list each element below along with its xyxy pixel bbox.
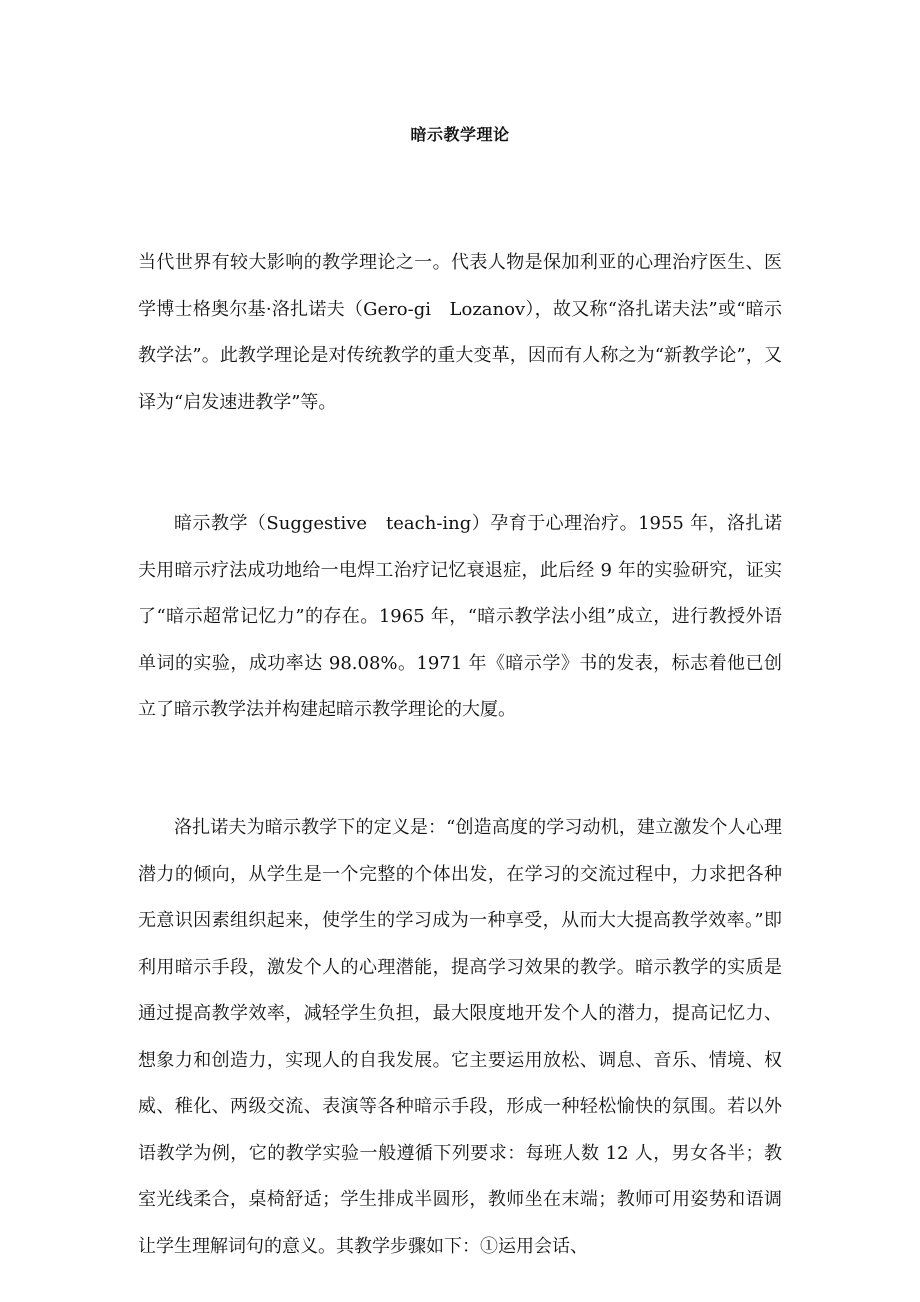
paragraph-history: 暗示教学（Suggestive teach-ing）孕育于心理治疗。1955 年，洛扎诺夫用暗示疗法成功地给一电焊工治疗记忆衰退症，此后经 9 年的实验研究，证实了“暗示超常记忆力”的存在。1965 年，“暗示教学法小组”成立，进行教授外语单词的实验，成功率达 98.08%。1971 年《暗示学》书的发表，标志着他已创立了暗示教学法并构建起暗示教学理论的大厦。 [138, 513, 782, 720]
paragraph-method: 洛扎诺夫为暗示教学下的定义是：“创造高度的学习动机，建立激发个人心理潜力的倾向，从学生是一个完整的个体出发，在学习的交流过程中，力求把各种无意识因素组织起来，使学生的学习成为一种享受，从而大大提高教学效率。”即利用暗示手段，激发个人的心理潜能，提高学习效果的教学。暗示教学的实质是通过提高教学效率，减轻学生负担，最大限度地开发个人的潜力，提高记忆力、想象力和创造力，实现人的自我发展。它主要运用放松、调息、音乐、情境、权威、稚化、两级交流、表演等各种暗示手段，形成一种轻松愉快的氛围。若以外语教学为例，它的教学实验一般遵循下列要求：每班人数 12 人，男女各半；教室光线柔合，桌椅舒适；学生排成半圆形，教师坐在末端；教师可用姿势和语调让学生理解词句的意义。其教学步骤如下：①运用会话、 [138, 817, 782, 1257]
paragraph-definition: 当代世界有较大影响的教学理论之一。代表人物是保加利亚的心理治疗医生、医学博士格奥尔基·洛扎诺夫（Gero-gi Lozanov），故又称“洛扎诺夫法”或“暗示教学法”。此教学理论是对传统教学的重大变革，因而有人称之为“新教学论”，又译为“启发速进教学”等。 [138, 252, 782, 413]
document-title: 暗示教学理论 [410, 125, 510, 144]
